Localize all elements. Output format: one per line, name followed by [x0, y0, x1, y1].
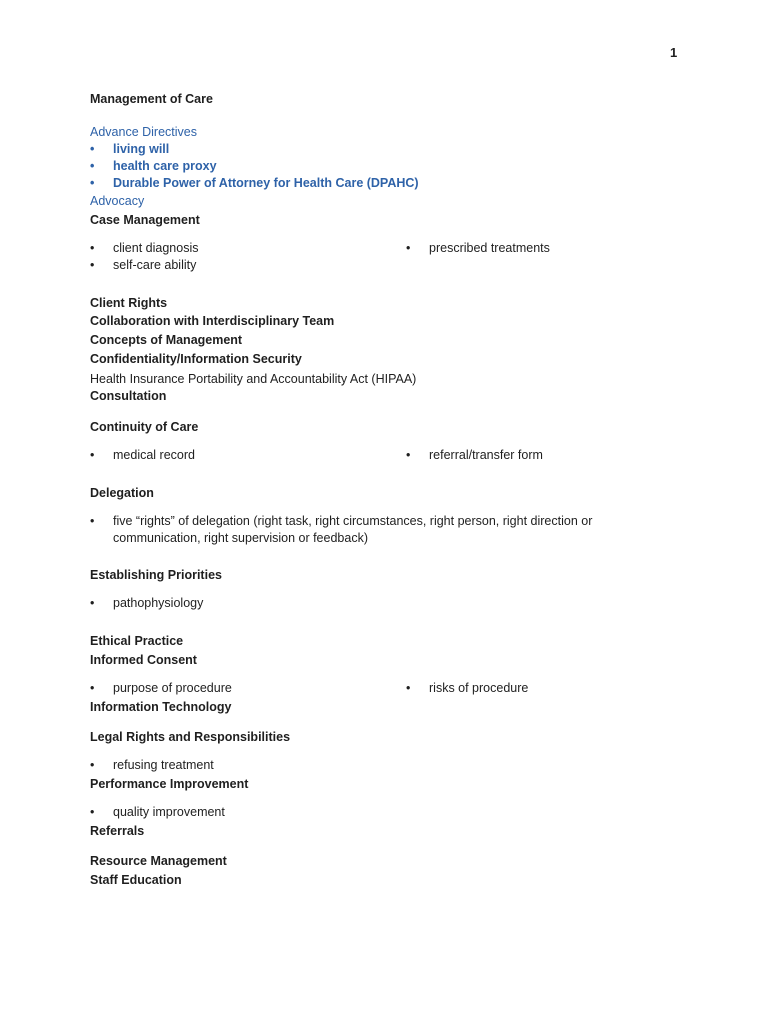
referrals-title: Referrals [90, 824, 145, 838]
bullet-icon: • [90, 448, 95, 462]
client-rights-title: Client Rights [90, 296, 168, 310]
priorities-title: Establishing Priorities [90, 568, 222, 582]
bullet-icon: • [90, 241, 95, 255]
bullet-icon: • [90, 681, 95, 695]
bullet-icon: • [90, 142, 95, 156]
performance-title: Performance Improvement [90, 777, 249, 791]
bullet-icon: • [90, 258, 95, 272]
list-item-text: self-care ability [113, 258, 197, 272]
list-item-text: quality improvement [113, 805, 225, 819]
list-item-text-continued: communication, right supervision or feedback) [113, 531, 368, 545]
list-item-text: client diagnosis [113, 241, 199, 255]
list-item-text: five “rights” of delegation (right task, right circumstances, right person, right direction or [113, 514, 593, 528]
info-tech-title: Information Technology [90, 700, 232, 714]
list-item-text: risks of procedure [429, 681, 529, 695]
hipaa-text: Health Insurance Portability and Accountability Act (HIPAA) [90, 372, 417, 386]
bullet-icon: • [406, 448, 411, 462]
ethical-title: Ethical Practice [90, 634, 184, 648]
list-item-text: prescribed treatments [429, 241, 550, 255]
bullet-icon: • [90, 758, 95, 772]
bullet-icon: • [90, 514, 95, 528]
list-item-text: Durable Power of Attorney for Health Care (DPAHC) [113, 176, 419, 190]
bullet-icon: • [90, 596, 95, 610]
bullet-icon: • [90, 805, 95, 819]
bullet-icon: • [406, 681, 411, 695]
concepts-title: Concepts of Management [90, 333, 243, 347]
resource-title: Resource Management [90, 854, 227, 868]
bullet-icon: • [90, 176, 95, 190]
advocacy-title: Advocacy [90, 194, 145, 208]
list-item-text: pathophysiology [113, 596, 204, 610]
bullet-icon: • [90, 159, 95, 173]
advance-directives-title: Advance Directives [90, 125, 197, 139]
list-item-text: health care proxy [113, 159, 217, 173]
informed-consent-title: Informed Consent [90, 653, 197, 667]
list-item-text: living will [113, 142, 170, 156]
collaboration-title: Collaboration with Interdisciplinary Team [90, 314, 335, 328]
list-item-text: refusing treatment [113, 758, 214, 772]
staff-title: Staff Education [90, 873, 182, 887]
consultation-title: Consultation [90, 389, 167, 403]
legal-title: Legal Rights and Responsibilities [90, 730, 291, 744]
heading: Management of Care [90, 92, 213, 106]
list-item-text: purpose of procedure [113, 681, 232, 695]
continuity-title: Continuity of Care [90, 420, 199, 434]
bullet-icon: • [406, 241, 411, 255]
confidentiality-title: Confidentiality/Information Security [90, 352, 302, 366]
list-item-text: referral/transfer form [429, 448, 543, 462]
page-number: 1 [670, 45, 678, 60]
case-management-title: Case Management [90, 213, 200, 227]
delegation-title: Delegation [90, 486, 154, 500]
list-item-text: medical record [113, 448, 195, 462]
